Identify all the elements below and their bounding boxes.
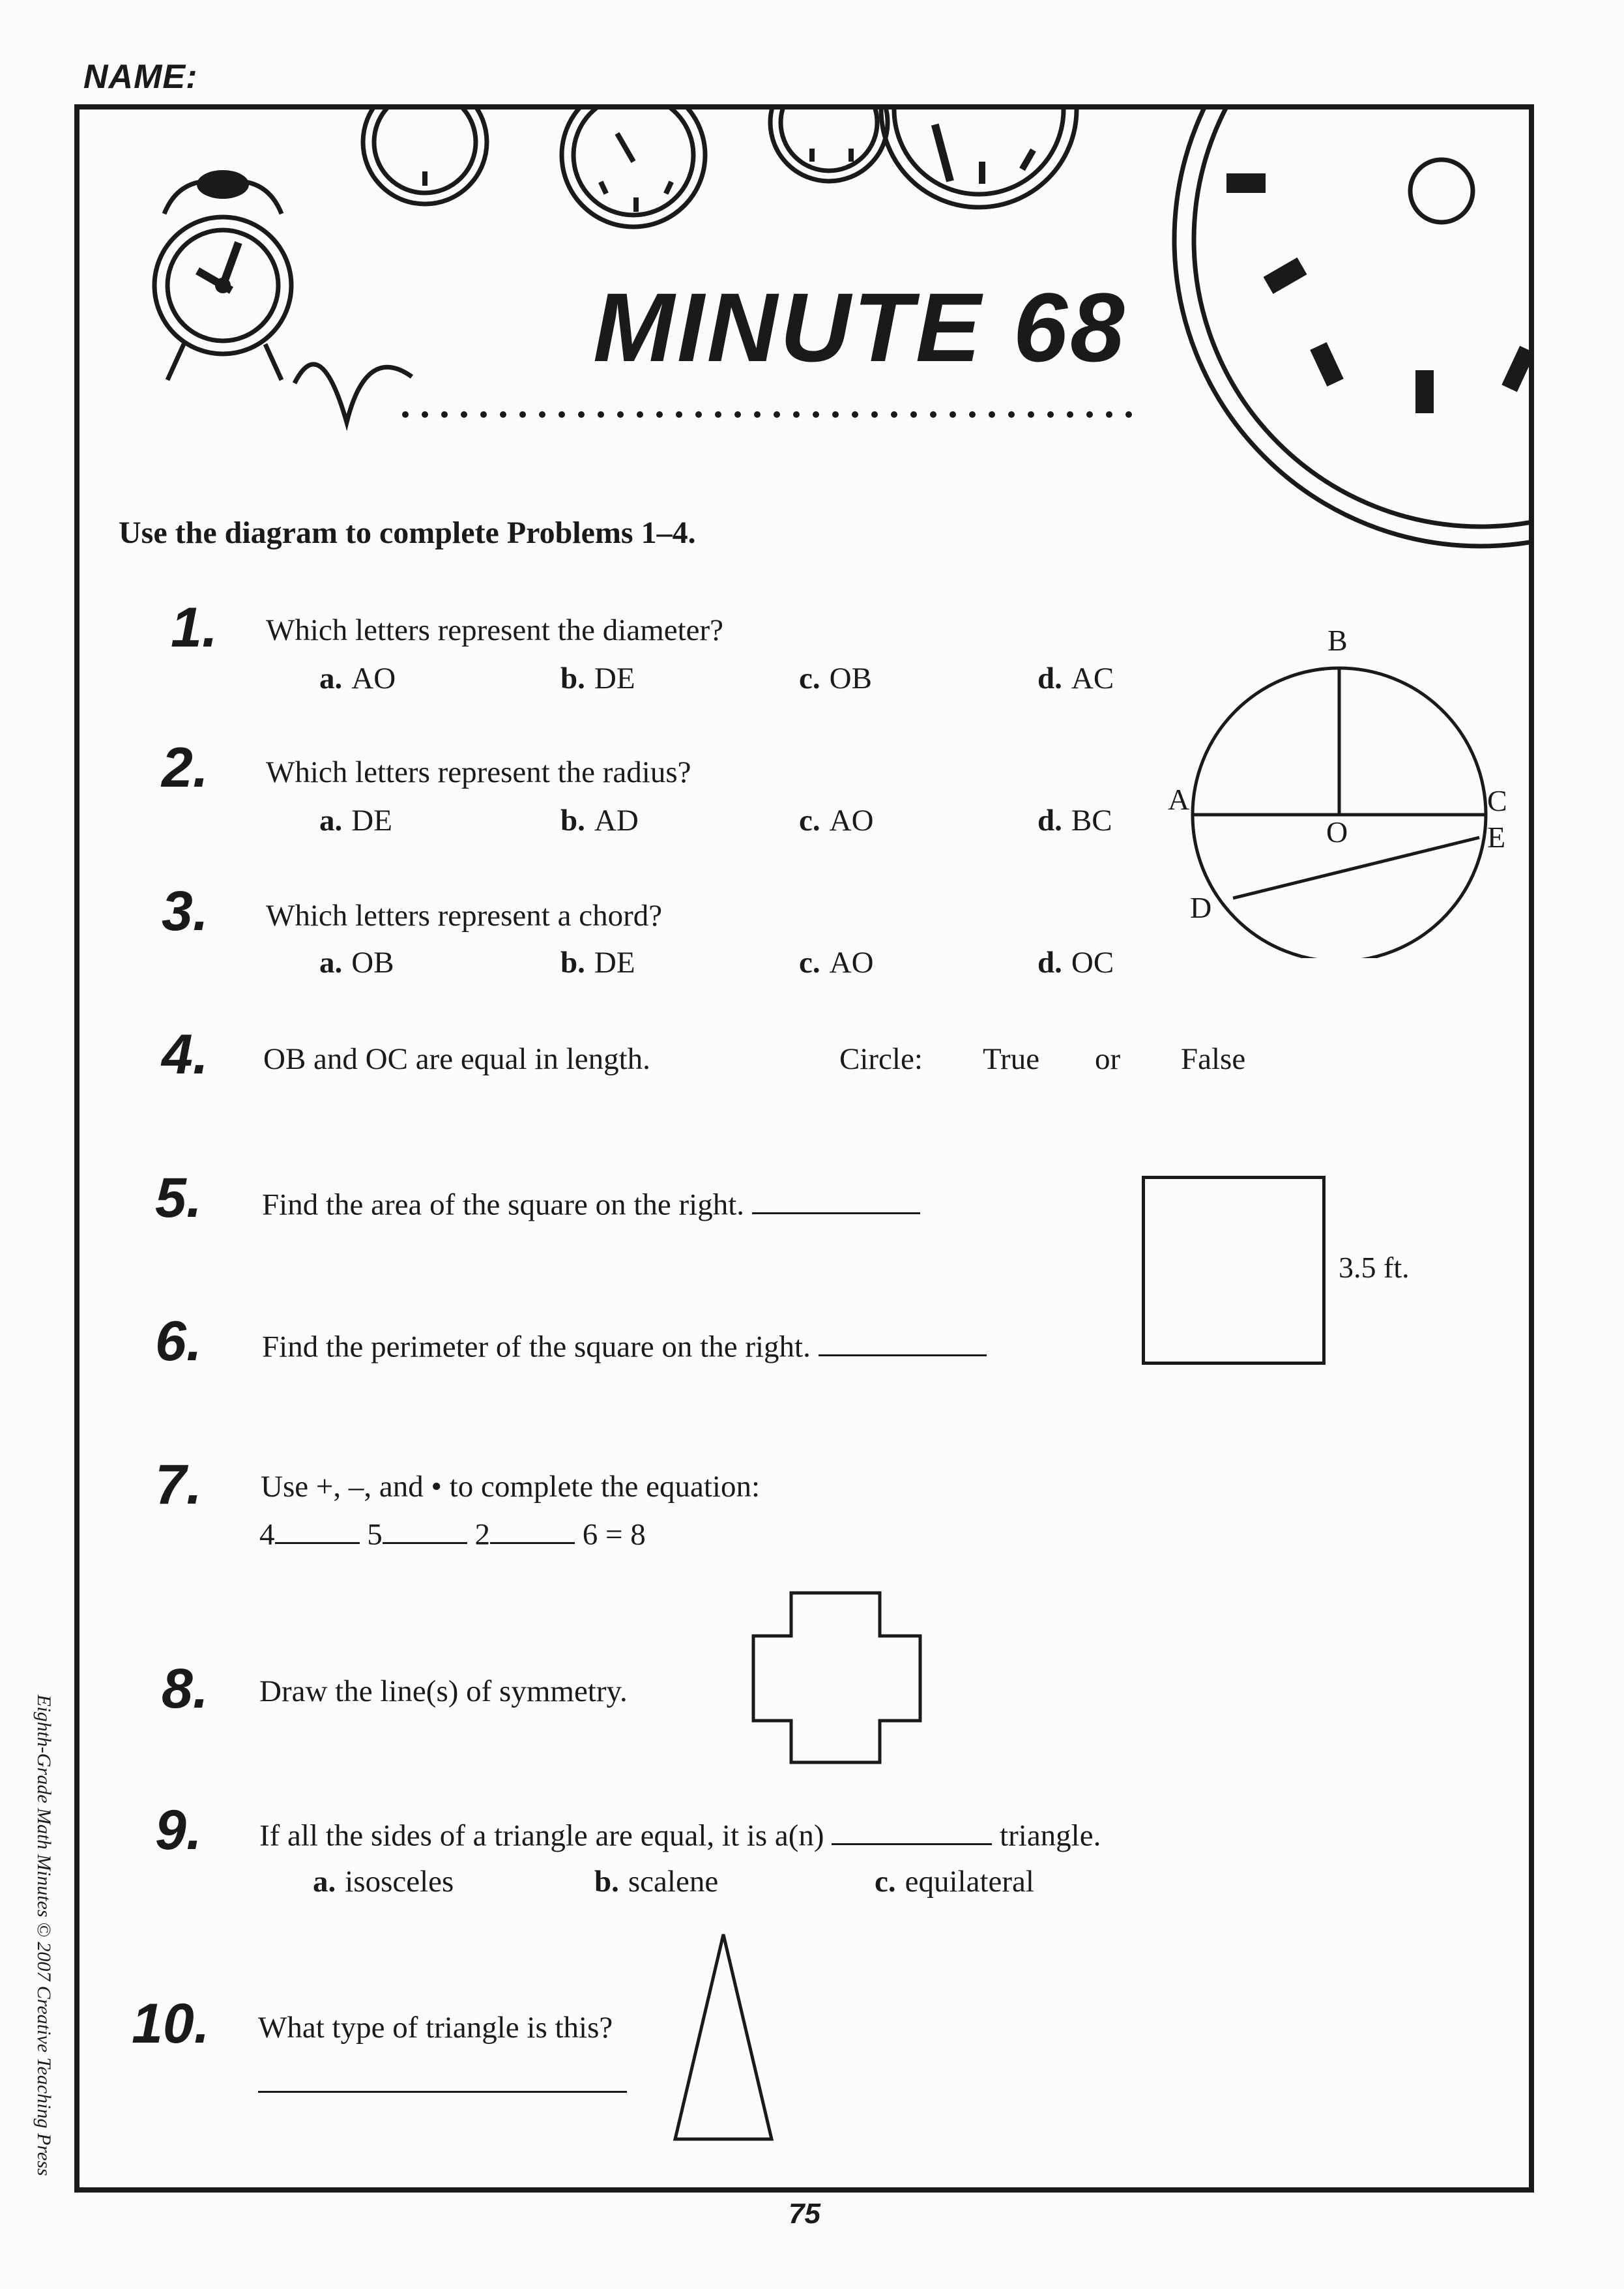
q3-option-a: a. OB [319,946,394,980]
q1-option-c: c. OB [799,662,872,695]
q3-option-b: b. DE [560,946,635,980]
question-4-text: OB and OC are equal in length. [263,1042,650,1076]
question-8-number: 8. [162,1657,209,1720]
question-1-number: 1. [171,596,218,659]
question-3-text: Which letters represent a chord? [266,899,663,933]
q2-option-d: d. BC [1037,804,1112,838]
answer-blank-5[interactable] [752,1185,920,1214]
q2-option-c: c. AO [799,804,874,838]
answer-line-10[interactable] [258,2091,627,2093]
square-diagram [1142,1176,1326,1365]
question-9-text: If all the sides of a triangle are equal, it is a(n) triangle. [259,1816,1101,1853]
question-1-text: Which letters represent the diameter? [266,613,724,647]
isosceles-triangle [665,1929,782,2157]
label-c: C [1487,784,1507,817]
instructions: Use the diagram to complete Problems 1–4. [119,516,696,550]
label-a: A [1168,783,1190,816]
question-4-number: 4. [162,1023,209,1086]
question-6-text: Find the perimeter of the square on the right. [262,1327,987,1364]
equation-blank-2[interactable] [383,1515,467,1544]
choice-false[interactable]: False [1181,1042,1246,1076]
question-6-number: 6. [155,1310,202,1373]
circle-label: Circle: [839,1042,923,1076]
q2-option-a: a. DE [319,804,392,838]
question-2-text: Which letters represent the radius? [266,755,691,789]
question-10-text: What type of triangle is this? [258,2011,613,2045]
q9-option-b: b. scalene [594,1865,719,1899]
page-number: 75 [789,2198,820,2230]
q3-option-c: c. AO [799,946,874,980]
equation-blank-1[interactable] [275,1515,360,1544]
equation: 4 5 2 6 = 8 [259,1515,646,1552]
cross-shape [749,1590,925,1766]
q1-option-a: a. AO [319,662,396,695]
question-10-number: 10. [132,1992,210,2055]
choice-or: or [1095,1042,1121,1076]
question-7-text: Use +, –, and • to complete the equation: [261,1470,761,1504]
question-5-number: 5. [155,1167,202,1229]
q1-option-b: b. DE [560,662,635,695]
circle-diagram [1160,619,1525,958]
question-8-text: Draw the line(s) of symmetry. [259,1674,628,1708]
q1-option-d: d. AC [1037,662,1114,695]
label-e: E [1487,821,1506,854]
question-2-number: 2. [162,736,209,799]
square-side-label: 3.5 ft. [1339,1251,1410,1284]
equation-blank-3[interactable] [490,1515,575,1544]
question-5-text: Find the area of the square on the right. [262,1185,920,1222]
label-o: O [1326,815,1348,849]
page-title: MINUTE 68 [593,272,1127,382]
question-7-number: 7. [155,1453,202,1516]
q2-option-b: b. AD [560,804,639,838]
copyright-credit: Eighth-Grade Math Minutes © 2007 Creative Teaching Press [33,1695,55,2176]
choice-true[interactable]: True [983,1042,1040,1076]
q9-option-a: a. isosceles [313,1865,454,1899]
question-9-number: 9. [155,1799,202,1861]
answer-blank-6[interactable] [819,1327,987,1356]
worksheet-frame [74,104,1534,2193]
q3-option-d: d. OC [1037,946,1114,980]
label-d: D [1190,891,1212,924]
chord-de [1233,838,1479,898]
q9-option-c: c. equilateral [875,1865,1034,1899]
name-label: NAME: [83,58,198,96]
answer-blank-9[interactable] [832,1816,992,1845]
label-b: B [1327,624,1348,657]
question-3-number: 3. [162,880,209,942]
